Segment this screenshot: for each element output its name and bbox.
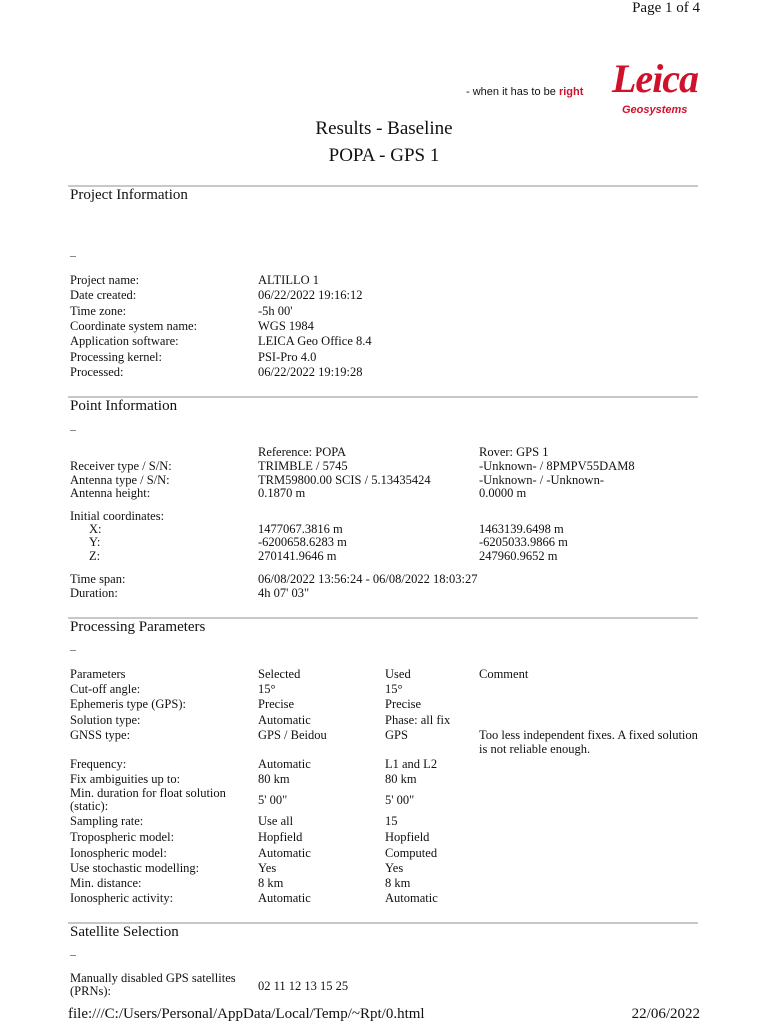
parameter-selected: Hopfield [258,830,303,844]
parameter-selected: Automatic [258,891,311,905]
parameter-name: Min. distance: [70,876,142,890]
file-path: file:///C:/Users/Personal/AppData/Local/Temp/~Rpt/0.html [68,1006,425,1022]
parameter-name: Use stochastic modelling: [70,861,200,875]
parameter-selected: Automatic [258,846,311,860]
duration-label: Duration: [70,586,118,600]
reference-value: -6200658.6283 m [258,535,347,549]
processing-parameters-heading: Processing Parameters [70,619,206,635]
reference-value: 1477067.3816 m [258,522,343,536]
time-span-value: 06/08/2022 13:56:24 - 06/08/2022 18:03:27 [258,572,478,586]
disabled-satellites-label: Manually disabled GPS satellites (PRNs): [70,971,236,998]
duration-value: 4h 07' 03" [258,586,310,600]
used-column-header: Used [385,667,411,681]
print-date: 22/06/2022 [631,1006,700,1022]
parameter-used: 80 km [385,772,417,786]
rover-value: 247960.9652 m [479,549,558,563]
parameter-selected: Use all [258,814,294,828]
parameter-name: Cut-off angle: [70,682,141,696]
reference-value: TRIMBLE / 5745 [258,459,348,473]
parameter-name: Frequency: [70,757,127,771]
project-value: 06/22/2022 19:19:28 [258,365,363,379]
coordinate-axis-label: X: [89,522,102,536]
reference-value: TRM59800.00 SCIS / 5.13435424 [258,473,431,487]
parameter-name: Fix ambiguities up to: [70,772,181,786]
section-marker [70,256,76,257]
parameter-name: Tropospheric model: [70,830,175,844]
initial-coordinates-label: Initial coordinates: [70,509,165,523]
point-info-heading: Point Information [70,398,178,414]
parameter-selected: Yes [258,861,277,875]
parameter-used: Precise [385,697,422,711]
project-value: PSI-Pro 4.0 [258,350,317,364]
parameter-name: Sampling rate: [70,814,144,828]
parameter-used: 15° [385,682,403,696]
parameter-used: Phase: all fix [385,713,451,727]
parameter-selected: GPS / Beidou [258,728,327,742]
parameters-column-header: Parameters [70,667,126,681]
parameter-selected: 8 km [258,876,284,890]
project-label: Processing kernel: [70,350,162,364]
parameter-selected: 80 km [258,772,290,786]
parameter-selected: Automatic [258,713,311,727]
parameter-used: 8 km [385,876,411,890]
parameter-selected: Automatic [258,757,311,771]
parameter-used: Hopfield [385,830,430,844]
page-number: Page 1 of 4 [632,0,700,16]
project-label: Date created: [70,288,137,302]
project-value: -5h 00' [258,304,293,318]
project-value: WGS 1984 [258,319,314,333]
parameter-selected: Precise [258,697,295,711]
project-label: Coordinate system name: [70,319,198,333]
report-title: Results - Baseline [315,118,453,139]
rover-value: -Unknown- / -Unknown- [479,473,604,487]
rover-value: -6205033.9866 m [479,535,568,549]
reference-column-header: Reference: POPA [258,445,347,459]
project-label: Application software: [70,334,179,348]
parameter-selected: 5' 00" [258,793,288,807]
section-marker [70,650,76,651]
rover-column-header: Rover: GPS 1 [479,445,549,459]
project-value: 06/22/2022 19:16:12 [258,288,363,302]
parameter-name: Solution type: [70,713,141,727]
parameter-used: GPS [385,728,408,742]
parameter-name: GNSS type: [70,728,131,742]
point-label: Receiver type / S/N: [70,459,172,473]
project-label: Processed: [70,365,124,379]
brand-tagline [466,86,583,98]
point-label: Antenna type / S/N: [70,473,170,487]
coordinate-axis-label: Y: [89,535,101,549]
coordinate-axis-label: Z: [89,549,101,563]
rover-value: -Unknown- / 8PMPV55DAM8 [479,459,635,473]
project-label: Time zone: [70,304,127,318]
reference-value: 0.1870 m [258,486,306,500]
brand-tagline-prefix: - when it has to be [466,86,559,98]
project-value: LEICA Geo Office 8.4 [258,334,372,348]
section-marker [70,955,76,956]
parameter-name: Ionospheric activity: [70,891,174,905]
reference-value: 270141.9646 m [258,549,337,563]
rover-value: 1463139.6498 m [479,522,564,536]
parameter-used: L1 and L2 [385,757,438,771]
report-subtitle: POPA - GPS 1 [328,145,440,166]
rover-value: 0.0000 m [479,486,527,500]
selected-column-header: Selected [258,667,301,681]
leica-logo-subtitle: Geosystems [622,104,688,116]
parameter-selected: 15° [258,682,276,696]
parameter-used: Yes [385,861,404,875]
parameter-used: 5' 00" [385,793,415,807]
leica-logo: Leica [612,56,699,101]
satellite-selection-heading: Satellite Selection [70,924,179,940]
project-info-heading: Project Information [70,187,188,203]
disabled-satellites-value: 02 11 12 13 15 25 [258,979,349,993]
parameter-name: Ionospheric model: [70,846,167,860]
parameter-used: Computed [385,846,438,860]
comment-column-header: Comment [479,667,529,681]
parameter-name: Ephemeris type (GPS): [70,697,186,711]
time-span-label: Time span: [70,572,126,586]
parameter-used: Automatic [385,891,438,905]
section-marker [70,430,76,431]
brand-tagline-emphasis: right [558,86,584,98]
project-value: ALTILLO 1 [258,273,319,287]
point-label: Antenna height: [70,486,151,500]
parameter-used: 15 [385,814,398,828]
parameter-comment: Too less independent fixes. A fixed solution is not reliable enough. [479,728,698,756]
project-label: Project name: [70,273,140,287]
parameter-name: Min. duration for float solution (static): [70,786,226,813]
